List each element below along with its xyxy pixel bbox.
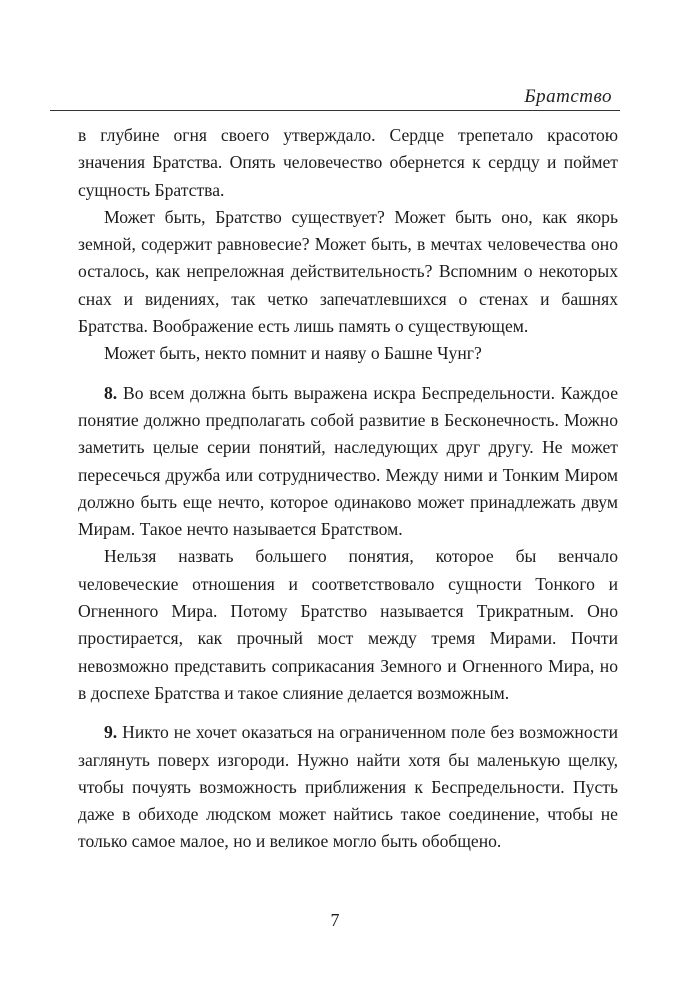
book-page (50, 0, 620, 1000)
numbered-paragraph-8 (78, 380, 618, 544)
paragraph (78, 543, 618, 707)
paragraph (78, 340, 618, 367)
paragraph-text: Может быть, Братство существует? Может быть оно, как якорь земной, содержит равновесие? Может быть, в мечтах человечества оно осталось, как непреложная действительность? Вспомним о некоторых снах и видениях, так четко запечатлевшихся о стенах и башнях Братства. Воображение есть лишь память о существующем. (78, 206, 618, 337)
page-body (78, 122, 618, 856)
numbered-paragraph-9 (78, 719, 618, 855)
paragraph-text: в глубине огня своего утверждало. Сердце трепетало красотою значения Братства. Опять человечество обернется к сердцу и поймет сущность Братства. (78, 125, 618, 200)
paragraph-continuation (78, 122, 618, 204)
paragraph-text: Во всем должна быть выражена искра Беспредельности. Каждое понятие должно предполагать собой развитие в Бесконечность. Можно заметить целые серии понятий, наследующих друг другу. Не может пересечься дружба или сотрудничество. Между ними и Тонким Миром должно быть еще нечто, которое одинаково может принадлежать двум Мирам. Такое нечто называется Братством. (78, 382, 619, 540)
header-rule (50, 110, 620, 111)
paragraph-number: 8. (104, 382, 118, 403)
paragraph-text: Нельзя назвать большего понятия, которое бы венчало человеческие отношения и соответствовало сущности Тонкого и Огненного Мира. Потому Братство называется Трикратным. Оно простирается, как прочный мост между тремя Мирами. Почти невозможно представить соприкасания Земного и Огненного Мира, но в доспехе Братства и такое слияние делается возможным. (78, 546, 618, 703)
paragraph-text: Никто не хочет оказаться на ограниченном поле без возможности заглянуть поверх изгороди. Нужно найти хотя бы маленькую щелку, чтобы почуять возможность приближения к Беспредельности. Пусть даже в обиходе людском может найтись такое соединение, чтобы не только самое малое, но и великое могло быть обобщено. (78, 722, 618, 852)
paragraph-text: Может быть, некто помнит и наяву о Башне Чунг? (104, 343, 482, 364)
paragraph-number: 9. (104, 722, 118, 743)
paragraph (78, 204, 618, 340)
page-number: 7 (330, 910, 340, 930)
running-header-title: Братство (524, 86, 612, 107)
